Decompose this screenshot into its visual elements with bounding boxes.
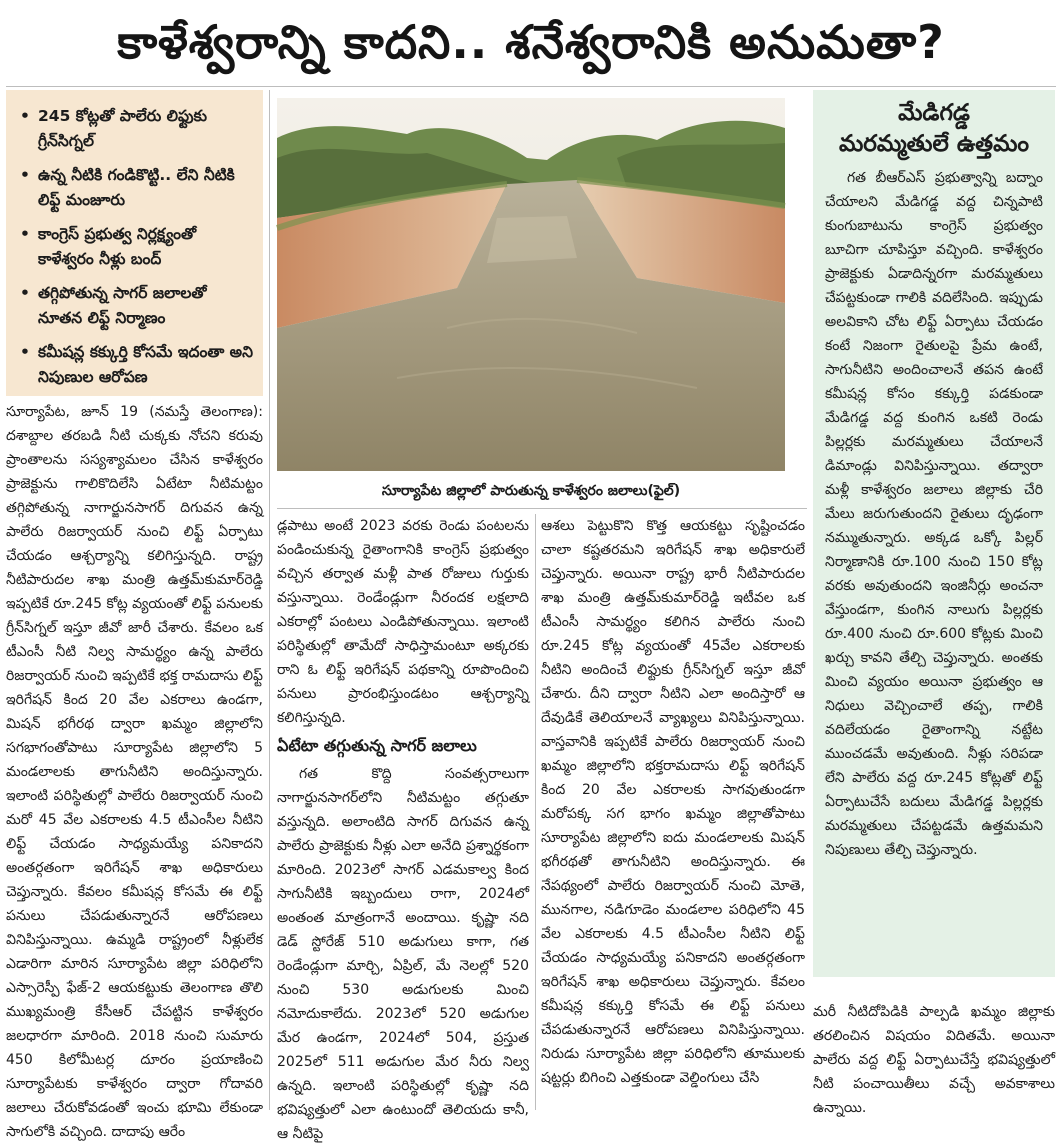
sidebar-heading bbox=[825, 98, 1043, 160]
body-paragraph: గత కొద్ది సంవత్సరాలుగా నాగార్జునసాగర్‌లోని నీటిమట్టం తగ్గుతూ వస్తున్నది. అలాంటిది సాగర్ దిగువన ఉన్న పాలేరు ప్రాజెక్టుకు నీళ్లు ఎలా అనేది ప్రశ్నార్థకంగా మారింది. 2023లో సాగర్ ఎడమకాల్వ కింద సాగునీటికి ఇబ్బందులు రాగా, 2024లో అంతంత మాత్రంగానే అందాయి. కృష్ణా నది డెడ్ స్టోరేజ్ 510 అడుగులు కాగా, గత రెండేండ్లుగా మార్చి, ఏప్రిల్, మే నెలల్లో 520 నుంచి 530 అడుగులకు మించి నమోదుకాలేదు. 2023లో 520 అడుగుల మేర ఉండగా, 2024లో 504, ప్రస్తుత 2025లో 511 అడుగుల మేర నీరు నిల్వ ఉన్నది. ఇలాంటి పరిస్థితుల్లో కృష్ణా నది భవిష్యత్తులో ఎలా ఉంటుందో తెలియదు కానీ, ఆ నీటిపై bbox=[277, 766, 529, 1142]
sidebar-heading-line: మేడిగడ్డ bbox=[898, 100, 970, 126]
column-3 bbox=[541, 514, 805, 1112]
highlights-box bbox=[6, 90, 263, 396]
body-paragraph: ఆశలు పెట్టుకొని కొత్త ఆయకట్టు సృష్టించడం చాలా కష్టతరమని ఇరిగేషన్ శాఖ అధికారులే చెప్తున్నారు. అయినా రాష్ట్ర భారీ నీటిపారుదల శాఖ మంత్రి ఉత్తమ్‌కుమార్‌రెడ్డి ఇటీవల ఒక టీఎంసీ సామర్థ్యం కలిగిన పాలేరు నుంచి రూ.245 కోట్ల వ్యయంతో 45వేల ఎకరాలకు నీటిని అందించే లిఫ్టుకు గ్రీన్‌సిగ్నల్ ఇస్తూ జీవో చేశారు. దీని ద్వారా నీటిని ఎలా అందిస్తారో ఆ దేవుడికే తెలియాలనే వ్యాఖ్యలు వినిపిస్తున్నాయి. వాస్తవానికి ఇప్పటికే పాలేరు రిజర్వాయర్ నుంచి ఖమ్మం జిల్లాలోని భక్తరామదాసు లిఫ్ట్ ఇరిగేషన్ కింద 20 వేల ఎకరాలకు సాగవుతుండగా మరోపక్క సగ భాగం ఖమ్మం జిల్లాతోపాటు సూర్యాపేట జిల్లాలోని ఐదు మండలాలకు మిషన్ భగీరథతో తాగునీటిని అందిస్తున్నారు. ఈ నేపథ్యంలో పాలేరు రిజర్వాయర్ నుంచి మోతె, మునగాల, నడిగూడెం మండలాల పరిధిలోని 45 వేల ఎకరాలకు 4.5 టీఎంసీల నీటిని లిఫ్ట్ చేయడం సాధ్యమయ్యే పనికాదని అంతర్గతంగా ఇరిగేషన్ శాఖ అధికారులు చెప్తున్నారు. కేవలం కమీషన్ల కక్కుర్తి కోసమే ఈ లిఫ్ట్ పనులు చేపడుతున్నారనే ఆరోపణలు వినిపిస్తున్నాయి. నిరుడు సూర్యాపేట జిల్లా పరిధిలోని తూములకు షట్టర్లు బిగించి ఎత్తకుండా వెల్డింగులు చేసి bbox=[541, 518, 805, 1086]
caption-divider bbox=[277, 508, 807, 509]
column-2 bbox=[277, 514, 529, 1142]
sidebar-paragraph: గత బీఆర్‌ఎస్ ప్రభుత్వాన్ని బద్నాం చేయాలని మేడిగడ్డ వద్ద చిన్నపాటి కుంగుబాటును కాంగ్రెస్ ప్రభుత్వం బూచిగా చూపిస్తూ వచ్చింది. కాళేశ్వరం ప్రాజెక్టుకు ఏడాదిన్నరగా మరమ్మతులు చేపట్టకుండా గాలికి వదిలేసింది. ఇప్పుడు అలవికాని చోట లిఫ్ట్ ఏర్పాటు చేయడం కంటే నిజంగా రైతులపై ప్రేమ ఉంటే, సాగునీటిని అందించాలనే తపన ఉంటే కమీషన్ల కోసం కక్కుర్తి పడకుండా మేడిగడ్డ వద్ద కుంగిన ఒకటి రెండు పిల్లర్లకు మరమ్మతులు చేయాలనే డిమాండ్లు వినిపిస్తున్నాయి. తద్వారా మళ్లీ కాళేశ్వరం జలాలు జిల్లాకు చేరి మేలు జరుగుతుందని రైతులు దృఢంగా నమ్ముతున్నారు. అక్కడ ఒక్కో పిల్లర్ నిర్మాణానికి రూ.100 నుంచి 150 కోట్ల వరకు అవుతుందని ఇంజినీర్లు అంచనా వేస్తుండగా, కుంగిన నాలుగు పిల్లర్లకు రూ.400 నుంచి రూ.600 కోట్లకు మించి ఖర్చు కావని తేల్చి చెప్తున్నారు. అంతకు మించి వ్యయం అయినా ప్రభుత్వం ఆ నిధులు వెచ్చించాలే తప్ప, గాలికి వదిలేయడం రైతాంగాన్ని నట్టేట ముంచడమే అవుతుంది. నీళ్లు సరిపడా లేని పాలేరు వద్ద రూ.245 కోట్లతో లిఫ్ట్ ఏర్పాటుచేసే బదులు మేడిగడ్డ పిల్లర్లకు మరమ్మతులు చేపట్టడమే ఉత్తమమని నిపుణులు తేల్చి చెప్తున్నారు. bbox=[825, 170, 1043, 858]
column-1 bbox=[6, 400, 263, 1140]
body-paragraph: సూర్యాపేట, జూన్ 19 (నమస్తే తెలంగాణ): దశాబ్దాల తరబడి నీటి చుక్కకు నోచని కరువు ప్రాంతాలను సస్యశ్యామలం చేసిన కాళేశ్వరం ప్రాజెక్టును గాలికొదిలేసి ఏటేటా నీటిమట్టం తగ్గిపోతున్న నాగార్జునసాగర్ దిగువన ఉన్న పాలేరు రిజర్వాయర్ నుంచి లిఫ్ట్ ఏర్పాటు చేయడం ఆశ్చర్యాన్ని కలిగిస్తున్నది. రాష్ట్ర నీటిపారుదల శాఖ మంత్రి ఉత్తమ్‌కుమార్‌రెడ్డి ఇప్పటికే రూ.245 కోట్ల వ్యయంతో లిఫ్ట్ పనులకు గ్రీన్‌సిగ్నల్ ఇస్తూ జీవో జారీ చేశారు. కేవలం ఒక టీఎంసీ నీటి నిల్వ సామర్థ్యం ఉన్న పాలేరు రిజర్వాయర్ నుంచి ఇప్పటికే భక్త రామదాసు లిఫ్ట్ ఇరిగేషన్ కింద 20 వేల ఎకరాలు ఉండగా, మిషన్ భగీరథ ద్వారా ఖమ్మం జిల్లాలోని సగభాగంతోపాటు సూర్యాపేట జిల్లాలోని 5 మండలాలకు తాగునీటిని అందిస్తున్నారు. ఇలాంటి పరిస్థితుల్లో పాలేరు రిజర్వాయర్ నుంచి మరో 45 వేల ఎకరాలకు 4.5 టీఎంసీల నీటిని లిఫ్ట్ చేయడం సాధ్యమయ్యే పనికాదని అంతర్గతంగా ఇరిగేషన్ శాఖ అధికారులు చెప్తున్నారు. కేవలం కమీషన్ల కోసమే ఈ లిఫ్ట్ పనులు చేపడుతున్నారనే ఆరోపణలు వినిపిస్తున్నాయి. ఉమ్మడి రాష్ట్రంలో నీళ్లులేక ఎడారిగా మారిన సూర్యాపేట జిల్లా పరిధిలోని ఎస్సారెస్పీ ఫేజ్-2 ఆయకట్టుకు తెలంగాణ తొలి ముఖ్యమంత్రి కేసీఆర్ చేపట్టిన కాళేశ్వరం జలధారగా మారింది. 2018 నుంచి సుమారు 450 కిలోమీటర్ల దూరం ప్రయాణించి సూర్యాపేటకు కాళేశ్వరం ద్వారా గోదావరి జలాలు చేరుకోవడంతో ఇంచు భూమి లేకుండా సాగులోకి వచ్చింది. దాదాపు ఆరేం bbox=[6, 404, 263, 1140]
highlight-item: • ఉన్న నీటికి గండికొట్టి.. లేని నీటికి లిఫ్ట్ మంజూరు bbox=[20, 163, 255, 213]
subheading: ఏటేటా తగ్గుతున్న సాగర్ జలాలు bbox=[277, 736, 477, 755]
sidebar-heading-line: మరమ్మతులే ఉత్తమం bbox=[838, 131, 1030, 157]
column-divider bbox=[535, 514, 536, 1110]
canal-photo bbox=[277, 98, 785, 471]
headline: కాళేశ్వరాన్ని కాదని.. శనేశ్వరానికి అనుమతా? bbox=[117, 15, 945, 69]
body-paragraph: మరీ నీటిదోపిడికి పాల్పడి ఖమ్మం జిల్లాకు తరలించిన విషయం విదితమే. అయినా పాలేరు వద్ద లిఫ్ట్ ఏర్పాటుచేస్తే భవిష్యత్తులో నీటి పంచాయితీలు వచ్చే అవకాశాలు ఉన్నాయి. bbox=[813, 1004, 1055, 1116]
headline-divider bbox=[6, 86, 1056, 87]
column-divider bbox=[269, 90, 270, 1110]
canal-illustration bbox=[277, 98, 785, 471]
photo-caption: సూర్యాపేట జిల్లాలో పారుతున్న కాళేశ్వరం జలాలు(ఫైల్) bbox=[381, 483, 681, 499]
highlight-item: • 245 కోట్లతో పాలేరు లిఫ్టుకు గ్రీన్‌సిగ్నల్ bbox=[20, 104, 255, 154]
highlight-item: • తగ్గిపోతున్న సాగర్ జలాలతో నూతన లిఫ్ట్ నిర్మాణం bbox=[20, 281, 255, 331]
column-4-continuation bbox=[813, 1000, 1055, 1116]
sidebar-body bbox=[825, 166, 1043, 971]
body-paragraph: డ్లపాటు అంటే 2023 వరకు రెండు పంటలను పండించుకున్న రైతాంగానికి కాంగ్రెస్ ప్రభుత్వం వచ్చిన తర్వాత మళ్లీ పాత రోజులు గుర్తుకు వస్తున్నాయి. రెండేండ్లుగా నీరందక లక్షలాది ఎకరాల్లో పంటలు ఎండిపోతున్నాయి. ఇలాంటి పరిస్థితుల్లో తామేదో సాధిస్తామంటూ అక్కరకు రాని ఓ లిఫ్ట్ ఇరిగేషన్ పథకాన్ని రూపొందించి పనులు ప్రారంభిస్తుండటం ఆశ్చర్యాన్ని కలిగిస్తున్నది. bbox=[277, 518, 529, 726]
sidebar-box bbox=[813, 90, 1055, 977]
highlight-item: • కమీషన్ల కక్కుర్తి కోసమే ఇదంతా అని నిపుణుల ఆరోపణ bbox=[20, 340, 255, 390]
highlight-item: • కాంగ్రెస్ ప్రభుత్వ నిర్లక్ష్యంతో కాళేశ్వరం నీళ్లు బంద్ bbox=[20, 222, 255, 272]
